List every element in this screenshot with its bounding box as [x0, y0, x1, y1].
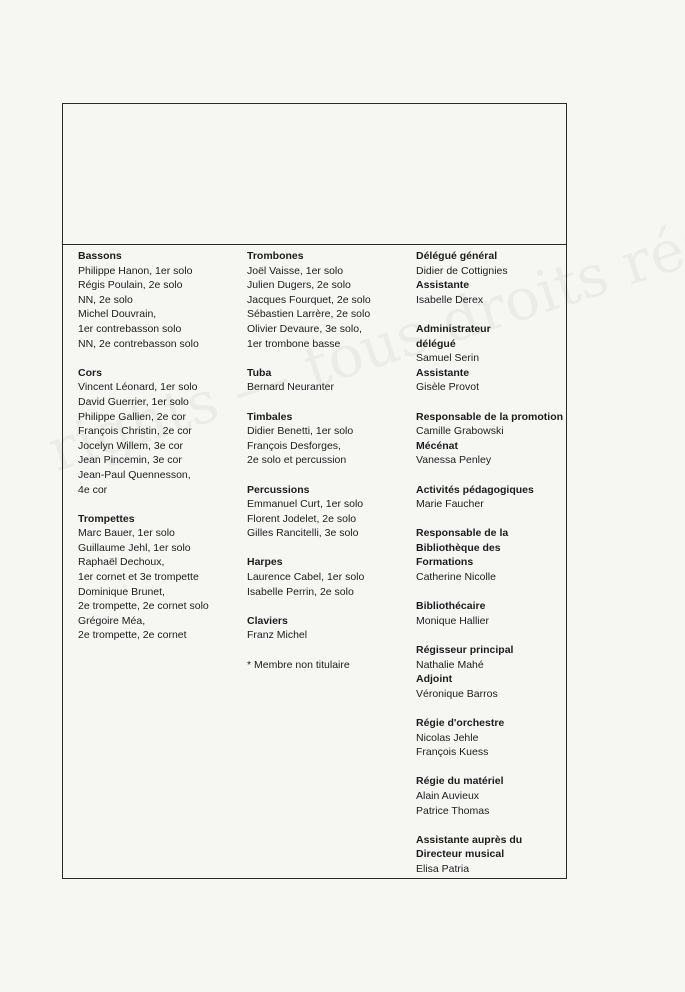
section — [416, 337, 566, 366]
section-heading: Régie d'orchestre — [416, 717, 505, 729]
member-line: Monique Hallier — [416, 614, 489, 627]
section — [416, 716, 566, 760]
section — [247, 614, 412, 643]
member-line: Olivier Devaure, 3e solo, — [247, 322, 362, 335]
member-line: 2e solo et percussion — [247, 454, 347, 467]
section-heading: Cors — [78, 366, 102, 379]
member-line: Raphaël Dechoux, — [78, 556, 165, 569]
section — [78, 512, 243, 643]
member-line: Gilles Rancitelli, 3e solo — [247, 527, 359, 540]
member-line: Nathalie Mahé — [416, 658, 484, 671]
member-line: François Desforges, — [247, 439, 341, 452]
section — [78, 366, 243, 497]
member-line: Grégoire Méa, — [78, 614, 146, 627]
member-line: Philippe Hanon, 1er solo — [78, 264, 193, 277]
section-heading: Régie du matériel — [416, 775, 504, 788]
section — [416, 599, 566, 628]
column-musicians-1 — [78, 249, 243, 658]
section-heading: Bibliothécaire — [416, 600, 486, 613]
section-heading: Trompettes — [78, 512, 135, 525]
section-heading: Mécénat — [416, 439, 459, 452]
member-line: Patrice Thomas — [416, 804, 490, 817]
member-line: Laurence Cabel, 1er solo — [247, 571, 365, 584]
section — [416, 672, 566, 701]
member-line: 1er contrebasson solo — [78, 322, 182, 335]
section — [416, 366, 566, 395]
member-line: Guillaume Jehl, 1er solo — [78, 541, 191, 554]
member-line: Didier de Cottignies — [416, 264, 508, 277]
section-heading: Tuba — [247, 366, 272, 379]
section-heading: Assistante — [416, 279, 470, 292]
section-heading: Bassons — [78, 250, 122, 262]
member-line: 2e trompette, 2e cornet — [78, 629, 187, 642]
member-line: Vincent Léonard, 1er solo — [78, 381, 198, 394]
section-heading: Délégué général — [416, 250, 498, 262]
member-line: Florent Jodelet, 2e solo — [247, 512, 357, 525]
section-heading: Responsable de la promotion — [416, 410, 564, 423]
section — [247, 366, 412, 395]
member-line: Elisa Patria — [416, 862, 470, 875]
section-heading: Bibliothèque des — [416, 541, 501, 554]
member-line: Isabelle Derex — [416, 293, 484, 306]
member-line: Dominique Brunet, — [78, 585, 165, 598]
section-heading: Harpes — [247, 556, 283, 569]
member-line: Julien Dugers, 2e solo — [247, 279, 351, 292]
member-line: David Guerrier, 1er solo — [78, 395, 189, 408]
section — [247, 249, 412, 351]
section — [416, 249, 566, 278]
section-heading: Régisseur principal — [416, 644, 514, 657]
section-heading: délégué — [416, 337, 456, 350]
member-line: Vanessa Penley — [416, 454, 492, 467]
member-line: Jean-Paul Quennesson, — [78, 468, 191, 481]
section-heading: Administrateur — [416, 322, 491, 335]
member-line: Régis Poulain, 2e solo — [78, 279, 183, 292]
section-heading: Responsable de la — [416, 527, 509, 540]
member-line: Samuel Serin — [416, 352, 480, 365]
section — [416, 643, 566, 672]
section-heading: Trombones — [247, 250, 304, 262]
member-line: 2e trompette, 2e cornet solo — [78, 600, 209, 613]
member-line: Jocelyn Willem, 3e cor — [78, 439, 184, 452]
member-line: Marc Bauer, 1er solo — [78, 527, 175, 540]
member-line: Franz Michel — [247, 629, 308, 642]
member-line: 1er cornet et 3e trompette — [78, 571, 199, 584]
footnote: * Membre non titulaire — [247, 658, 350, 671]
member-line: Jean Pincemin, 3e cor — [78, 454, 182, 467]
divider-line — [62, 244, 567, 245]
section — [416, 774, 566, 818]
section — [247, 410, 412, 468]
section-heading: Assistante — [416, 366, 470, 379]
section — [247, 555, 412, 599]
column-staff — [416, 249, 566, 877]
member-line: François Kuess — [416, 746, 489, 759]
member-line: NN, 2e solo — [78, 293, 133, 306]
column-musicians-2 — [247, 249, 412, 672]
section-heading: Activités pédagogiques — [416, 483, 534, 496]
member-line: François Christin, 2e cor — [78, 425, 192, 438]
member-line: NN, 2e contrebasson solo — [78, 337, 199, 350]
member-line: Alain Auvieux — [416, 789, 480, 802]
member-line: Sébastien Larrère, 2e solo — [247, 308, 371, 321]
section-heading: Assistante auprès du — [416, 833, 523, 846]
section — [416, 526, 566, 541]
section — [416, 439, 566, 468]
member-line: Philippe Gallien, 2e cor — [78, 410, 186, 423]
member-line: Catherine Nicolle — [416, 571, 496, 584]
member-line: Gisèle Provot — [416, 381, 480, 394]
section — [247, 483, 412, 541]
member-line: 4e cor — [78, 483, 108, 496]
section-heading: Claviers — [247, 614, 288, 627]
member-line: Didier Benetti, 1er solo — [247, 425, 354, 438]
member-line: Camille Grabowski — [416, 425, 504, 438]
section — [416, 483, 566, 512]
section — [416, 541, 566, 556]
section-heading: Adjoint — [416, 673, 453, 686]
section-heading: Formations — [416, 556, 474, 569]
member-line: Bernard Neuranter — [247, 381, 334, 394]
section — [416, 322, 566, 337]
member-line: Nicolas Jehle — [416, 731, 479, 744]
member-line: Michel Douvrain, — [78, 308, 157, 321]
member-line: Emmanuel Curt, 1er solo — [247, 498, 364, 511]
member-line: Joël Vaisse, 1er solo — [247, 264, 344, 277]
section — [416, 278, 566, 307]
section — [416, 555, 566, 584]
section — [78, 249, 243, 351]
member-line: Jacques Fourquet, 2e solo — [247, 293, 371, 306]
section — [416, 410, 566, 439]
section-heading: Directeur musical — [416, 848, 505, 861]
member-line: Véronique Barros — [416, 687, 498, 700]
member-line: 1er trombone basse — [247, 337, 341, 350]
section — [416, 847, 566, 876]
section-heading: Percussions — [247, 483, 310, 496]
section-heading: Timbales — [247, 410, 293, 423]
member-line: Isabelle Perrin, 2e solo — [247, 585, 354, 598]
member-line: Marie Faucher — [416, 498, 484, 511]
section — [416, 833, 566, 848]
